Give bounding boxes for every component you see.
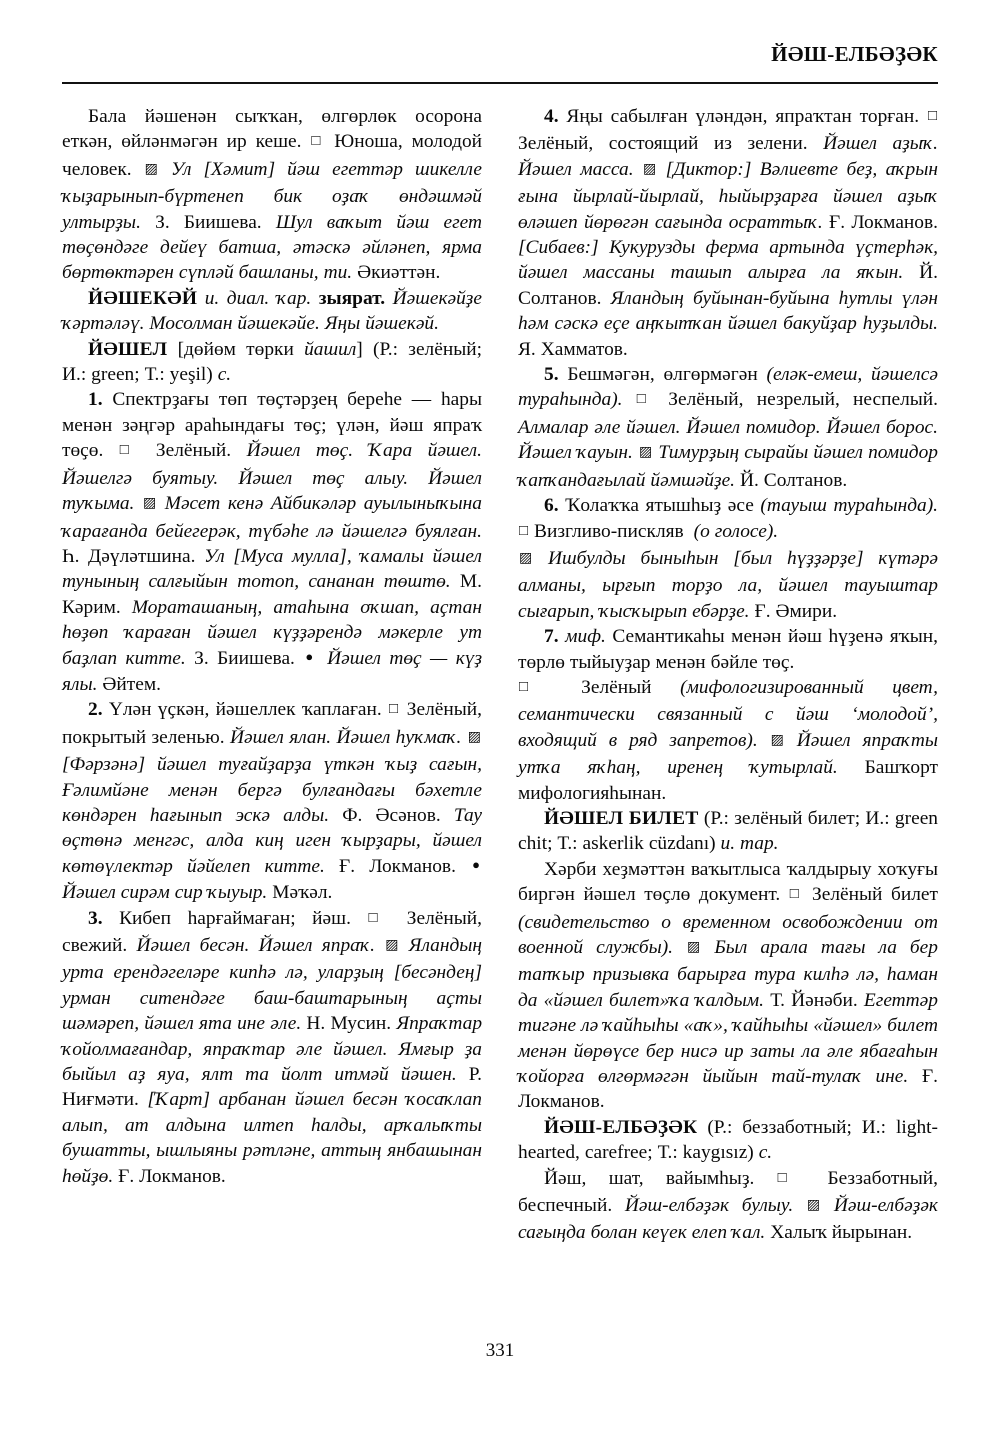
citation-source: Ғ. Әмири. [754, 600, 838, 622]
citation-text: Яландың урта ерендәгеләре кипһә лә, уларҙың [бесәндең] урман ситендәге баш-баштарының аҫты шәмәреп, йәшел ята ине әле. [62, 935, 483, 1035]
entry-gloss: Беззаботный, беспечный. [518, 1167, 938, 1217]
translations: (Р.: беззаботный; И.: light-hearted, carefree; Т.: kaygısız) [518, 1116, 938, 1164]
sense-number: 6. [544, 495, 559, 517]
entry-yashekay [62, 286, 482, 337]
entry-yash-elbazak-head [518, 1115, 938, 1166]
entry-yashel-head: ЙӘШЕЛ [дөйөм төрки йашил] (Р.: зелёный; И.: green; Т.: yeşil) с. [62, 338, 482, 386]
phrase-source: Әйтем. [97, 673, 161, 695]
citation-marker-icon: ▨ [519, 550, 533, 566]
phrase-text: Йәшел төҫ — күҙ ялы. [62, 647, 483, 695]
translation-marker-icon: □ [927, 108, 937, 124]
sense-examples: Йәшел бесән. Йәшел япраҡ. [136, 935, 375, 956]
sense-examples: Йәшел ялан. Йәшел һуҡмаҡ. [229, 726, 462, 748]
citation-source: Р. Ниғмәти. [62, 1064, 483, 1111]
continuation-gloss: Юноша, молодой человек. [62, 131, 483, 180]
citation-marker-icon: ▨ [385, 938, 399, 953]
sense-definition: Яңы сабылған үләндән, япраҡтан торған. [566, 106, 927, 127]
example-phrases: Йәшекәйҙе ҡәртәләү. Мосолман йәшекәйе. Яңы йәшекәй. [62, 287, 482, 335]
sense-gloss: Зелёный [581, 676, 681, 698]
citation-text: Йәшел япраҡты утҡа яҡһаң, иренең ҡутырлай. [518, 729, 938, 779]
sense-gloss: Зелёный. [155, 440, 247, 462]
sense-examples: Алмалар әле йәшел. Йәшел помидор. Йәшел борос. Йәшел ҡауын. [518, 416, 938, 464]
sense-2 [62, 697, 482, 905]
sense-7-gloss [518, 675, 938, 806]
citation-source: Т. Йәнәби. [770, 989, 858, 1011]
translation-marker-icon: □ [636, 391, 655, 408]
sense-number: 7. [544, 626, 559, 648]
citation-text: [Диктор:] Вәлиевте беҙ, аҡрын ғына йырлай-йырлай, һыйырҙарға йәшел аҙыҡ өләшеп йөрөгән сағында осраттыҡ. [518, 158, 938, 233]
translation-marker-icon: □ [311, 133, 325, 150]
citation-source: Ф. Әсәнов. [342, 804, 441, 826]
sense-number: 4. [544, 106, 559, 127]
entry-examples: Йәш-елбәҙәк булыу. [624, 1195, 794, 1217]
citation-marker-icon: ▨ [806, 1198, 821, 1214]
sense-definition: Бешмәгән, өлгөрмәгән [567, 364, 767, 386]
entry-yash-elbazak-body [518, 1166, 938, 1246]
etymology-italic: йашил [304, 338, 357, 360]
citation-text: Ул [Муса мулла], ҡамалы йәшел тунының салғыйын тотоп, сананан төштө. [62, 545, 483, 593]
citation-source: Һ. Дәүләтшина. [62, 545, 196, 567]
citation-text: Ишбулды быныһын [был һүҙҙәрҙе] күтәрә алманы, ырғып торҙо ла, йәшел тауыштар сығарып, ҡысҡырып ебәрҙе. [518, 547, 938, 622]
sense-definition-paren: (еләк-емеш, йәшелсә тураһында). [518, 364, 938, 411]
headword: ЙӘШЕКӘЙ [88, 287, 198, 309]
sense-1 [62, 387, 482, 697]
sense-number: 5. [544, 364, 559, 386]
citation-text: Шул ваҡыт йәш егет төҫөндәге дейеү батша, әтәскә әйләнеп, ярма бөртөктәрен сүпләй башланы, ти. [62, 211, 482, 284]
citation-source: Ғ. Локманов. [829, 211, 938, 233]
sense-definition-paren: (тауыш тураһында). [760, 495, 939, 517]
sense-5 [518, 362, 938, 493]
sense-gloss: Визгливо-пискляв [534, 520, 684, 542]
citation-text: Мәсет кенә Айбикәләр ауылыныҡына ҡарағанда бейегерәк, түбәһе лә йәшелгә буялған. [62, 493, 483, 542]
sense-6 [518, 493, 938, 546]
running-head: ЙӘШ-ЕЛБӘҘӘК [771, 42, 938, 66]
translation-marker-icon: □ [389, 701, 400, 718]
header-rule [62, 82, 938, 84]
headword: ЙӘШ-ЕЛБӘҘӘК [544, 1116, 698, 1138]
citation-marker-icon: ▨ [642, 161, 657, 177]
citation-source: Ғ. Локманов. [118, 1165, 226, 1187]
phrase-marker-icon: ● [472, 856, 480, 872]
citation-source: Әкиәттән. [352, 262, 441, 284]
citation-text: Йәш-елбәҙәк сағыңда болан кеүек елеп ҡал. [518, 1195, 938, 1244]
sense-gloss: Зелёный, покрытый зеленью. [62, 699, 482, 748]
paragraph-continuation [62, 104, 482, 286]
sense-examples: Йәшел төҫ. Ҡара йәшел. Йәшелгә буятыу. Йәшел төҫ алыу. Йәшел туҡыма. [62, 440, 482, 515]
entry-gloss-paren: (свидетельство о временном освобождении от военной службы). [518, 911, 938, 958]
entry-yashel-bilet-head [518, 806, 938, 857]
sense-6-citation [518, 546, 938, 624]
cross-reference: зыярат. [318, 287, 386, 309]
citation-source: Башҡорт мифологияһынан. [518, 757, 939, 804]
headword: ЙӘШЕЛ [88, 338, 168, 360]
sense-gloss: Зелёный, незрелый, неспелый. [668, 389, 939, 411]
sense-definition: Спектрҙағы төп төҫтәрҙең береһе — һары менән зәңгәр араһындағы төҫ; үлән, йәш япраҡ төҫө. [62, 389, 482, 462]
sense-gloss: Зелёный, состоящий из зелени. [518, 133, 824, 155]
phrase-text: Йәшел сирәм сир ҡыуыр. [62, 882, 268, 904]
sense-number: 2. [88, 699, 103, 721]
translation-marker-icon: □ [519, 678, 552, 695]
entry-definition: Йәш, шат, вайымһыҙ. [544, 1167, 777, 1189]
right-column [518, 104, 938, 1326]
citation-marker-icon: ▨ [687, 940, 701, 955]
citation-text: Тимурҙың сырайы йәшел помидор ҡапҡандағылай йәмшәйҙе. [518, 442, 938, 491]
phrase-marker-icon: ● [305, 648, 317, 664]
translations: (Р.: зелёный билет; И.: green chit; Т.: askerlik cüzdanı) [518, 807, 938, 855]
citation-text: [Фәрзәнә] йәшел туғайҙарҙа үткән ҡыҙ сағын, Ғәлимйәне менән бергә булғандағы бәхетле көндәрен һағынып эскә алды. [62, 754, 482, 826]
sense-gloss-paren: (о голосе). [693, 520, 779, 542]
citation-source: Халыҡ йырынан. [770, 1222, 913, 1244]
citation-marker-icon: ▨ [639, 445, 653, 461]
translation-marker-icon: □ [119, 442, 140, 459]
headword: ЙӘШЕЛ БИЛЕТ [544, 807, 699, 829]
entry-gloss: Зелёный билет [812, 884, 938, 906]
sense-4 [518, 104, 938, 362]
citation-text: Был арала тағы ла бер тапҡыр призывка барырға тура килһә лә, һаман да «йәшел билет»ҡа ҡалдым. [518, 937, 938, 1011]
sense-definition: Семантикаһы менән йәш һүҙенә яҡын, төрлө тыйыуҙар менән бәйле төҫ. [518, 626, 938, 673]
page-number: 331 [485, 1340, 515, 1361]
text-columns [62, 104, 938, 1326]
citation-text: Мораташаның, атаһына оҡшап, аҫтан һөҙөп ҡараған йәшел күҙҙәрендә мәкерле ут баҙлап китте. [62, 596, 482, 669]
citation-text: Тау өҫтөнә менгәс, алда киң иген ҡырҙары, йәшел көтөүлектәр йәйелеп китте. [62, 804, 482, 877]
citation-source: Ғ. Локманов. [339, 855, 456, 877]
translation-marker-icon: □ [519, 522, 529, 539]
citation-marker-icon: ▨ [467, 729, 481, 745]
grammar-label: и. диал. ҡар. [204, 287, 319, 309]
sense-examples: Йәшел аҙыҡ. Йәшел масса. [518, 133, 938, 180]
sense-gloss: Зелёный, свежий. [62, 907, 483, 956]
citation-source: Й. Солтанов. [518, 262, 938, 309]
sense-definition: Үлән үҫкән, йәшеллек ҡаплаған. [108, 699, 389, 721]
sense-definition: Ҡолаҡҡа ятышһыҙ әсе [565, 495, 761, 517]
citation-source: Н. Мусин. [306, 1013, 392, 1035]
citation-marker-icon: ▨ [144, 161, 158, 177]
translation-marker-icon: □ [777, 1169, 805, 1186]
sense-label: миф. [565, 626, 606, 648]
translations: (Р.: зелёный; И.: green; Т.: yeşil) [62, 338, 482, 386]
citation-source: Я. Хамматов. [518, 338, 628, 360]
citation-source: Й. Солтанов. [739, 469, 848, 491]
entry-definition: Хәрби хеҙмәттән ваҡытлыса ҡалдырыу хоҡуғы биргән йәшел төҫлө документ. [518, 858, 938, 906]
translation-marker-icon: □ [368, 909, 390, 926]
sense-gloss-paren: (мифологизированный цвет, семантически связанный с йәш ‘молодой’, входящий в ряд запретов). [518, 676, 939, 751]
sense-7 [518, 624, 938, 675]
citation-source: М. Кәрим. [62, 571, 482, 618]
entry-yashel-bilet-body [518, 857, 938, 1115]
citation-source: З. Биишева. [194, 647, 295, 669]
part-of-speech: с. [217, 364, 232, 386]
left-column [62, 104, 482, 1326]
citation-source: Ғ. Локманов. [518, 1066, 938, 1113]
part-of-speech: и. тар. [720, 833, 779, 855]
citation-text: Яландың буйынан-буйына һутлы үлән һәм сәскә еҫе аңҡытҡан йәшел бакуйҙар һуҙылды. [518, 287, 938, 335]
citation-text: [Сибаев:] Кукурузды ферма артында үҫтерһәк, йәшел массаны ташып алырға ла яҡын. [518, 237, 938, 284]
citation-marker-icon: ▨ [770, 732, 784, 748]
sense-definition: Кибеп һарғаймаған; йәш. [119, 907, 368, 929]
citation-text: Ул [Хәмит] йәш егеттәр шикелле ҡыҙарынып-бүртенеп бик оҙаҡ өндәшмәй ултырҙы. [62, 158, 482, 233]
part-of-speech: с. [758, 1142, 773, 1164]
citation-text: Япраҡтар ҡойолмағандар, япраҡтар әле йәшел. Ямғыр ҙа быйыл аҙ яуа, ялт та йолт итмәй йәшен. [62, 1013, 483, 1086]
citation-text: [Ҡарт] арбанан йәшел бесән ҡосаҡлап алып, ат алдына илтеп һалды, арҡалыҡты бушатты, ышлыяны рәтләне, аттың янбашынан һөйҙө. [62, 1089, 483, 1187]
citation-text: Егеттәр тигәне лә ҡайһыһы «аҡ», ҡайһыһы «йәшел» билет менән йөрөүсе бер нисә ир заты ла әле ябағаһын ҡойорға өлгөрмәгән йыйын тай-тулаҡ ине. [518, 989, 938, 1088]
continuation-definition: Бала йәшенән сыҡҡан, өлгөрлөк осорона еткән, өйләнмәгән ир кеше. [62, 106, 482, 153]
phrase-source: Мәҡәл. [267, 882, 333, 904]
sense-number: 1. [88, 389, 103, 411]
sense-3 [62, 906, 482, 1189]
translation-marker-icon: □ [789, 886, 803, 903]
citation-source: З. Биишева. [140, 211, 276, 233]
sense-number: 3. [88, 907, 103, 929]
citation-marker-icon: ▨ [142, 496, 157, 512]
